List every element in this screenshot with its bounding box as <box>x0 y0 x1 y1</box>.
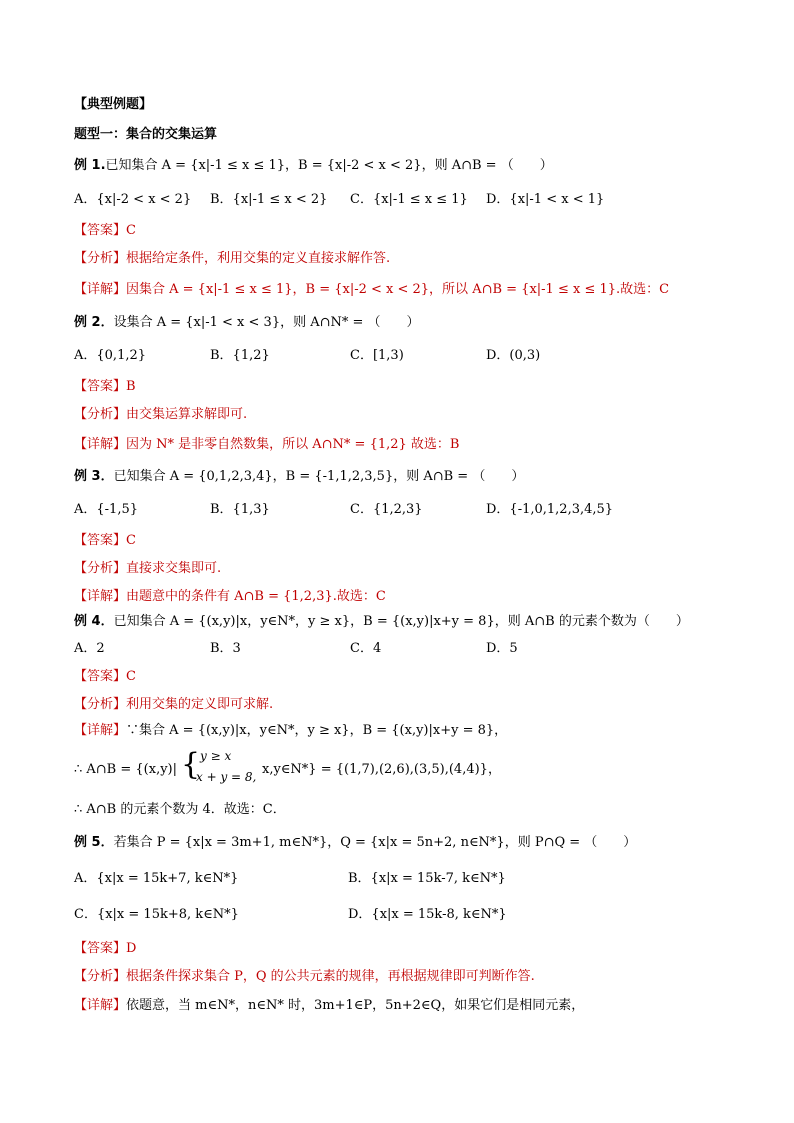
question-label: 例 3． <box>74 469 114 484</box>
q5-option-a: A．{x|x = 15k+7, k∈N*} <box>74 871 239 886</box>
q4-detail-post: x,y∈N*} = {(1,7),(2,6),(3,5),(4,4)}， <box>262 762 501 777</box>
q3-answer: 【答案】C <box>74 533 136 548</box>
q5-detail-line <box>74 997 584 1015</box>
section-heading: 【典型例题】 <box>74 97 153 112</box>
q5-analysis: 【分析】根据条件探求集合 P，Q 的公共元素的规律，再根据规律即可判断作答. <box>74 969 535 984</box>
q2-option-a: A．{0,1,2} <box>74 348 147 363</box>
q4-option-b: B．3 <box>210 641 241 656</box>
q4-system-bottom: x + y = 8, <box>196 770 257 784</box>
q3-detail: 【详解】由题意中的条件有 A∩B = {1,2,3}.故选：C <box>74 589 386 604</box>
q4-detail-pre: ∴ A∩B = {(x,y)| <box>74 762 177 777</box>
question-text: 设集合 A = {x|-1 < x < 3}，则 A∩N* = （ ） <box>113 315 420 330</box>
q2-option-b: B．{1,2} <box>210 348 270 363</box>
q4-option-a: A．2 <box>74 641 105 656</box>
q4-option-c: C．4 <box>350 641 382 656</box>
question-label: 例 2． <box>74 315 114 330</box>
q5-option-d: D．{x|x = 15k-8, k∈N*} <box>348 907 507 922</box>
question-3 <box>74 468 524 486</box>
q5-option-c: C．{x|x = 15k+8, k∈N*} <box>74 907 239 922</box>
q3-option-a: A．{-1,5} <box>74 502 138 517</box>
q5-answer: 【答案】D <box>74 941 137 956</box>
q2-answer: 【答案】B <box>74 379 136 394</box>
q4-detail1: 【详解】∵集合 A = {(x,y)|x，y∈N*，y ≥ x}，B = {(x,y)|x+y = 8}， <box>74 723 508 738</box>
question-text: 已知集合 A = {x|-1 ≤ x ≤ 1}，B = {x|-2 < x < 2}，则 A∩B = （ ） <box>105 158 553 173</box>
q3-option-d: D．{-1,0,1,2,3,4,5} <box>486 502 614 517</box>
detail-prefix: 【详解】 <box>74 998 127 1013</box>
q1-option-b: B．{x|-1 ≤ x < 2} <box>210 192 328 207</box>
q3-analysis: 【分析】直接求交集即可. <box>74 561 222 576</box>
question-5 <box>74 834 636 852</box>
q4-answer: 【答案】C <box>74 669 136 684</box>
q1-answer: 【答案】C <box>74 223 136 238</box>
q1-detail: 【详解】因集合 A = {x|-1 ≤ x ≤ 1}，B = {x|-2 < x < 2}，所以 A∩B = {x|-1 ≤ x ≤ 1}.故选：C <box>74 282 670 297</box>
q1-option-a: A．{x|-2 < x < 2} <box>74 192 192 207</box>
q1-analysis: 【分析】根据给定条件，利用交集的定义直接求解作答. <box>74 251 391 266</box>
question-label: 例 1. <box>74 158 106 173</box>
q4-analysis: 【分析】利用交集的定义即可求解. <box>74 697 274 712</box>
q3-option-c: C．{1,2,3} <box>350 502 423 517</box>
question-label: 例 4． <box>74 614 114 629</box>
q1-option-d: D．{x|-1 < x < 1} <box>486 192 605 207</box>
q5-detail: 【详解】依题意，当 m∈N*，n∈N* 时，3m+1∈P，5n+2∈Q，如果它们是相同元素， <box>74 998 585 1013</box>
q2-detail: 【详解】因为 N* 是非零自然数集，所以 A∩N* = {1,2} 故选：B <box>74 437 460 452</box>
detail-prefix: 【详解】 <box>74 723 127 738</box>
question-2 <box>74 314 420 332</box>
question-label: 例 5． <box>74 835 114 850</box>
question-text: 已知集合 A = {(x,y)|x，y∈N*，y ≥ x}，B = {(x,y)|x+y = 8}，则 A∩B 的元素个数为（ ） <box>113 614 689 629</box>
q2-analysis: 【分析】由交集运算求解即可. <box>74 407 248 422</box>
left-brace-icon: { <box>181 747 201 782</box>
question-text: 若集合 P = {x|x = 3m+1, m∈N*}，Q = {x|x = 5n+2, n∈N*}，则 P∩Q = （ ） <box>113 835 637 850</box>
q2-option-d: D．(0,3) <box>486 348 541 363</box>
type-title: 题型一：集合的交集运算 <box>74 127 218 142</box>
q4-system-top: y ≥ x <box>200 749 232 763</box>
question-1 <box>74 157 553 175</box>
q2-option-c: C．[1,3) <box>350 348 404 363</box>
q4-option-d: D．5 <box>486 641 518 656</box>
question-4 <box>74 613 689 631</box>
question-text: 已知集合 A = {0,1,2,3,4}，B = {-1,1,2,3,5}，则 A∩B = （ ） <box>113 469 525 484</box>
q3-option-b: B．{1,3} <box>210 502 270 517</box>
q4-detail3: ∴ A∩B 的元素个数为 4．故选：C． <box>74 802 286 817</box>
q1-option-c: C．{x|-1 ≤ x ≤ 1} <box>350 192 468 207</box>
q4-detail-line1 <box>74 722 507 740</box>
q5-option-b: B．{x|x = 15k-7, k∈N*} <box>348 871 506 886</box>
